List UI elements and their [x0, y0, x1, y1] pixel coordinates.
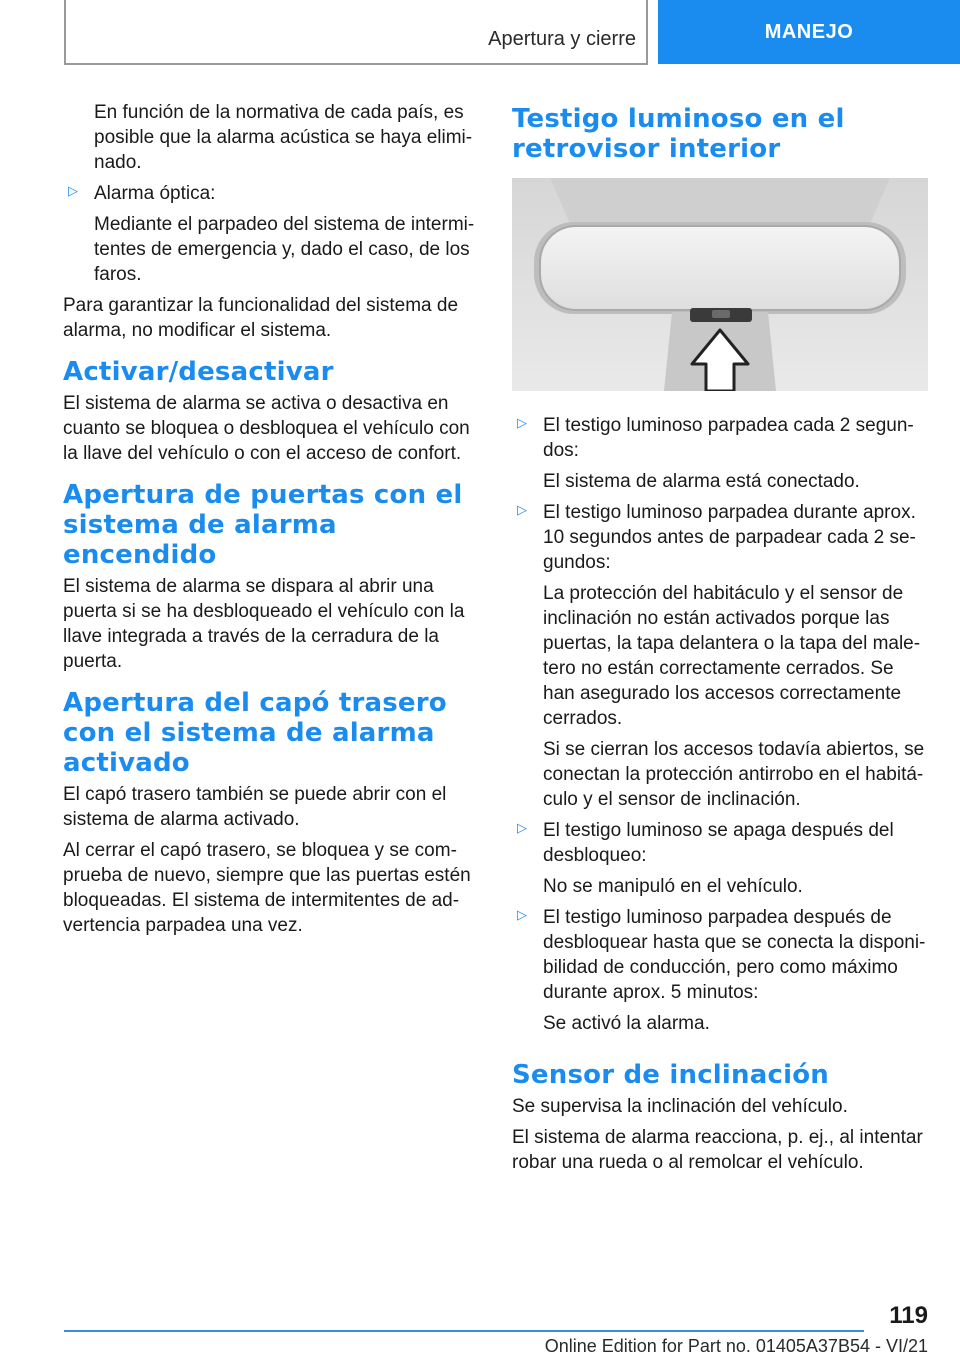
list-item-text: El testigo luminoso parpadea cada 2 segun-dos:	[543, 415, 914, 461]
triangle-bullet-icon: ▷	[68, 183, 78, 198]
list-item-text: Alarma óptica:	[94, 183, 216, 204]
header-left-rule	[64, 0, 66, 64]
list-item	[512, 905, 928, 1036]
header-divider	[646, 0, 648, 64]
list-item-detail: La protección del habitáculo y el sensor de inclinación no están activados porque las puertas, la tapa delantera o la tapa del male-tero no están correctamente cerrados. Se han asegurado los accesos correctamente cerrados.	[543, 583, 921, 729]
list-item-detail: El sistema de alarma está conectado.	[543, 471, 860, 492]
left-column	[63, 100, 481, 944]
list-item-detail: No se manipuló en el vehículo.	[543, 876, 803, 897]
triangle-bullet-icon: ▷	[517, 907, 527, 922]
list-item-text: El testigo luminoso parpadea durante aprox. 10 segundos antes de parpadear cada 2 se-gundos:	[543, 502, 916, 573]
right-column	[512, 100, 928, 1181]
heading-tilt-sensor: Sensor de inclinación	[512, 1060, 829, 1090]
trunk-paragraph-1: El capó trasero también se puede abrir con el sistema de alarma activado.	[63, 784, 447, 830]
heading-doors: Apertura de puertas con el sistema de alarma encendido	[63, 480, 463, 570]
heading-indicator: Testigo luminoso en el retrovisor interior	[512, 104, 845, 164]
footer-rule	[64, 1330, 864, 1332]
list-item-text: El testigo luminoso se apaga después del desbloqueo:	[543, 820, 894, 866]
header-bottom-rule	[64, 63, 648, 65]
triangle-bullet-icon: ▷	[517, 502, 527, 517]
tilt-paragraph-1: Se supervisa la inclinación del vehículo.	[512, 1096, 848, 1117]
list-item	[63, 181, 481, 287]
tilt-paragraph-2: El sistema de alarma reacciona, p. ej., al intentar robar una rueda o al remolcar el vehículo.	[512, 1127, 923, 1173]
list-item	[512, 500, 928, 812]
heading-activate: Activar/desactivar	[63, 357, 334, 387]
doors-paragraph: El sistema de alarma se dispara al abrir una puerta si se ha desbloqueado el vehículo con la llave integrada a través de la cerradura de la puerta.	[63, 576, 465, 672]
intro-paragraph: En función de la normativa de cada país, es posible que la alarma acústica se haya elimi-nado.	[94, 102, 473, 173]
page-number: 119	[889, 1302, 928, 1329]
list-item-detail: Se activó la alarma.	[543, 1013, 710, 1034]
guarantee-paragraph: Para garantizar la funcionalidad del sistema de alarma, no modificar el sistema.	[63, 295, 459, 341]
triangle-bullet-icon: ▷	[517, 415, 527, 430]
list-item-detail: Mediante el parpadeo del sistema de intermi-tentes de emergencia y, dado el caso, de los faros.	[94, 214, 475, 285]
rearview-mirror-illustration	[512, 178, 928, 391]
triangle-bullet-icon: ▷	[517, 820, 527, 835]
list-item-detail: Si se cierran los accesos todavía abiertos, se conectan la protección antirrobo en el habitá-culo y el sensor de inclinación.	[543, 739, 925, 810]
heading-trunk: Apertura del capó trasero con el sistema de alarma activado	[63, 688, 447, 778]
footer-edition-link[interactable]: Online Edition for Part no. 01405A37B54 - VI/21	[544, 1336, 928, 1356]
header-section-title: Apertura y cierre	[488, 28, 636, 50]
header-chapter-tab[interactable]: MANEJO	[658, 0, 960, 64]
activate-paragraph: El sistema de alarma se activa o desactiva en cuanto se bloquea o desbloquea el vehículo con la llave del vehículo o con el acceso de confort.	[63, 393, 470, 464]
list-item-text: El testigo luminoso parpadea después de desbloquear hasta que se conecta la disponi-bilidad de conducción, pero como máximo durante aprox. 5 minutos:	[543, 907, 926, 1003]
rearview-mirror-icon	[512, 178, 928, 391]
list-item	[512, 818, 928, 899]
list-item	[512, 413, 928, 494]
trunk-paragraph-2: Al cerrar el capó trasero, se bloquea y se com-prueba de nuevo, siempre que las puertas estén bloqueadas. El sistema de intermitentes de ad-vertencia parpadea una vez.	[63, 840, 471, 936]
